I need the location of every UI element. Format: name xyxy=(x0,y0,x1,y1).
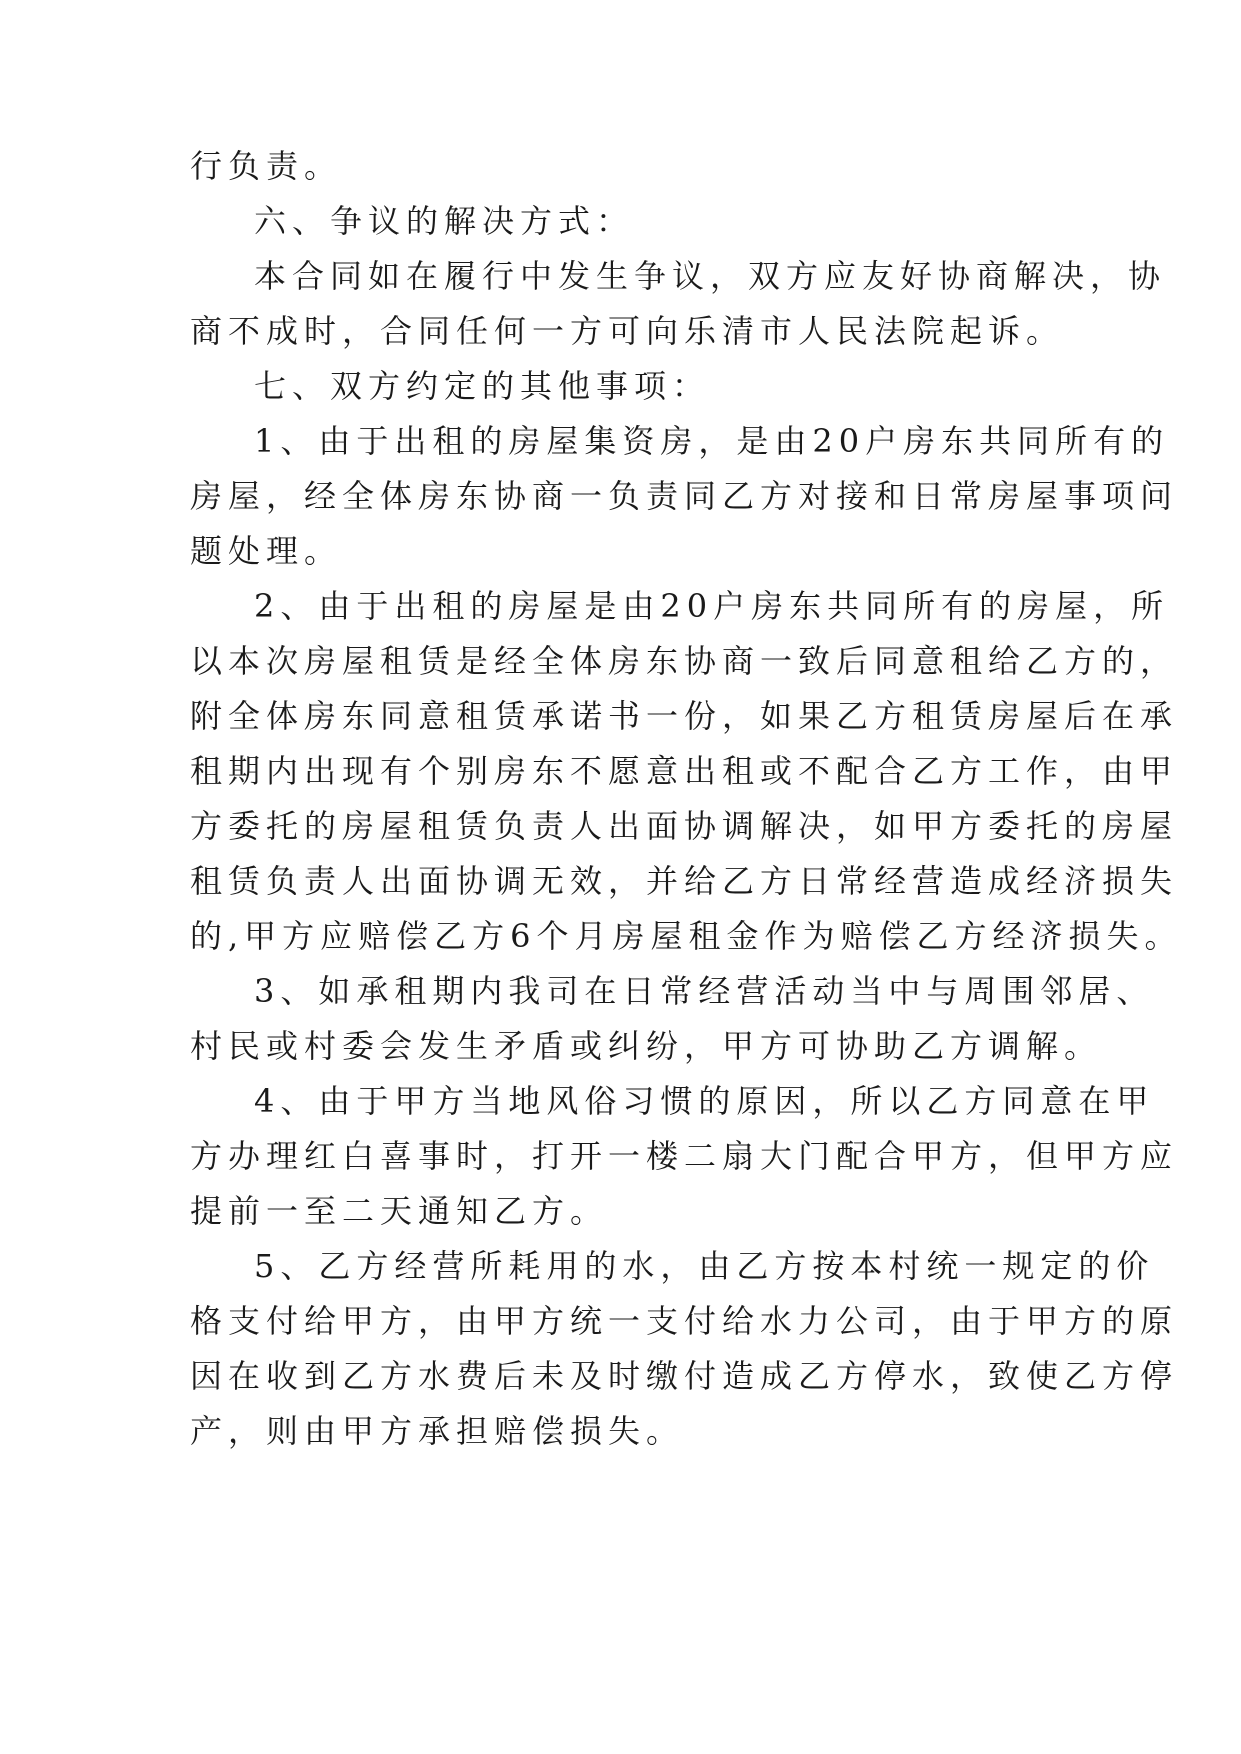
text-line: 5、乙方经营所耗用的水，由乙方按本村统一规定的价 xyxy=(254,1247,1155,1285)
text-line: 的,甲方应赔偿乙方6个月房屋租金作为赔偿乙方经济损失。 xyxy=(190,917,1183,955)
text-line: 方办理红白喜事时，打开一楼二扇大门配合甲方，但甲方应 xyxy=(190,1137,1179,1175)
text-line: 1、由于出租的房屋集资房，是由20户房东共同所有的 xyxy=(254,422,1170,460)
text-line: 租期内出现有个别房东不愿意出租或不配合乙方工作，由甲 xyxy=(190,752,1179,790)
text-line: 2、由于出租的房屋是由20户房东共同所有的房屋，所 xyxy=(254,587,1170,625)
text-line: 4、由于甲方当地风俗习惯的原因，所以乙方同意在甲 xyxy=(254,1082,1155,1120)
text-line: 产，则由甲方承担赔偿损失。 xyxy=(190,1412,685,1450)
text-line: 提前一至二天通知乙方。 xyxy=(190,1192,609,1230)
text-line: 商不成时，合同任何一方可向乐清市人民法院起诉。 xyxy=(190,312,1065,350)
section-heading: 六、争议的解决方式： xyxy=(254,202,635,240)
text-line: 行负责。 xyxy=(190,147,343,185)
text-line: 方委托的房屋租赁负责人出面协调解决，如甲方委托的房屋 xyxy=(190,807,1179,845)
text-line: 3、如承租期内我司在日常经营活动当中与周围邻居、 xyxy=(254,972,1155,1010)
section-heading: 七、双方约定的其他事项： xyxy=(254,367,711,405)
text-line: 附全体房东同意租赁承诺书一份，如果乙方租赁房屋后在承 xyxy=(190,697,1179,735)
text-line: 格支付给甲方，由甲方统一支付给水力公司，由于甲方的原 xyxy=(190,1302,1179,1340)
text-line: 题处理。 xyxy=(190,532,343,570)
text-line: 村民或村委会发生矛盾或纠纷，甲方可协助乙方调解。 xyxy=(190,1027,1103,1065)
text-line: 租赁负责人出面协调无效，并给乙方日常经营造成经济损失 xyxy=(190,862,1179,900)
text-line: 本合同如在履行中发生争议，双方应友好协商解决，协 xyxy=(254,257,1167,295)
text-line: 以本次房屋租赁是经全体房东协商一致后同意租给乙方的， xyxy=(190,642,1179,680)
text-line: 房屋，经全体房东协商一负责同乙方对接和日常房屋事项问 xyxy=(190,477,1179,515)
text-line: 因在收到乙方水费后未及时缴付造成乙方停水，致使乙方停 xyxy=(190,1357,1179,1395)
